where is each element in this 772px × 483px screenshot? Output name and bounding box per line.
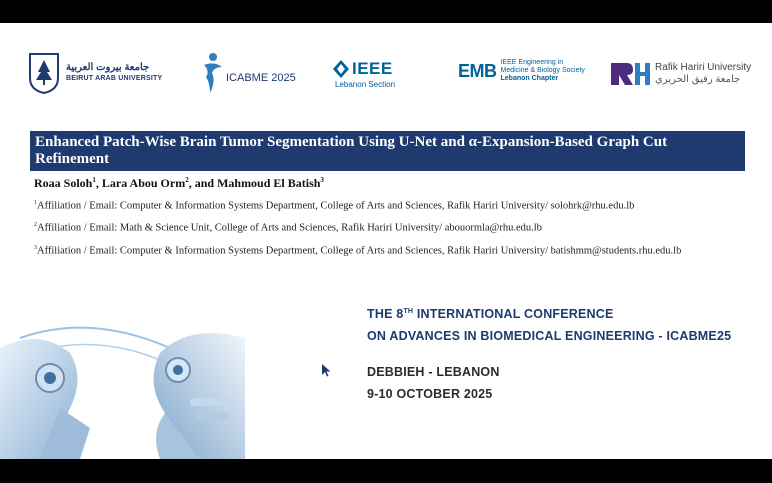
conference-location: DEBBIEH - LEBANON (367, 365, 500, 379)
emb-line-3: Lebanon Chapter (500, 75, 559, 82)
robot-heads-illustration (0, 308, 245, 459)
top-letterbox-bar (0, 0, 772, 23)
rhu-monogram-icon (611, 63, 651, 85)
ieee-wordmark: IEEE (352, 59, 393, 78)
affiliation-number: 1 (34, 200, 37, 206)
rhu-arabic-name: جامعة رفيق الحريري (655, 74, 741, 85)
ieee-lebanon-logo (333, 59, 395, 89)
conference-dates: 9-10 OCTOBER 2025 (367, 387, 493, 401)
affiliation-line (34, 245, 681, 257)
conference-title-line-2: ON ADVANCES IN BIOMEDICAL ENGINEERING - ICABME25 (367, 329, 732, 343)
emb-wordmark: EMB (458, 60, 497, 81)
author-list (34, 176, 324, 191)
presentation-slide (0, 23, 772, 459)
icabme-logo (200, 51, 296, 95)
affiliation-text: Affiliation / Email: Math & Science Unit, College of Arts and Sciences, Rafik Hariri University/ abouormla@rhu.edu.lb (37, 222, 542, 234)
affiliation-line (34, 222, 542, 234)
author-name: Mahmoud El Batish (217, 176, 321, 190)
icabme-label: ICABME 2025 (226, 72, 296, 84)
conference-title-line-1 (367, 307, 614, 321)
author-affiliation-mark: 3 (320, 176, 324, 184)
affiliation-text: Affiliation / Email: Computer & Information Systems Department, College of Arts and Sciences, Rafik Hariri University/ batishmm@students.rhu.edu.lb (37, 245, 682, 257)
affiliation-line (34, 200, 634, 212)
bau-english-name: BEIRUT ARAB UNIVERSITY (66, 75, 163, 82)
bottom-letterbox-bar (0, 459, 772, 483)
bau-arabic-name: جامعة بيروت العربية (66, 62, 150, 73)
author-name: Lara Abou Orm (101, 176, 186, 190)
emb-line-2: Medicine & Biology Society (500, 67, 585, 74)
ieee-section-name: Lebanon Section (335, 80, 396, 89)
affiliation-number: 3 (34, 245, 37, 251)
rhu-english-name: Rafik Hariri University (655, 62, 752, 73)
author-affiliation-mark: 2 (185, 176, 189, 184)
affiliation-text: Affiliation / Email: Computer & Information Systems Department, College of Arts and Sciences, Rafik Hariri University/ solohrk@rhu.edu.lb (37, 200, 635, 212)
bau-crest-icon (28, 52, 60, 94)
conference-ordinal-suffix: TH (403, 307, 414, 315)
conference-ordinal: THE 8 (367, 307, 404, 321)
embs-logo (458, 59, 585, 83)
paper-title-banner (30, 131, 745, 171)
affiliation-number: 2 (34, 222, 37, 228)
author-separator: , (95, 176, 102, 190)
emb-line-1: IEEE Engineering in (500, 59, 564, 66)
icabme-figure-icon (200, 51, 224, 95)
author-name: Roaa Soloh (34, 176, 93, 190)
mouse-cursor-icon (322, 364, 331, 377)
conference-title-text: INTERNATIONAL CONFERENCE (413, 307, 614, 321)
author-affiliation-mark: 1 (92, 176, 96, 184)
paper-title: Enhanced Patch-Wise Brain Tumor Segmentation Using U-Net and α-Expansion-Based Graph Cut Refinement (35, 134, 668, 167)
rhu-logo (611, 62, 751, 86)
author-separator: , and (188, 176, 218, 190)
ieee-diamond-icon (333, 60, 349, 78)
bau-logo (28, 52, 162, 94)
